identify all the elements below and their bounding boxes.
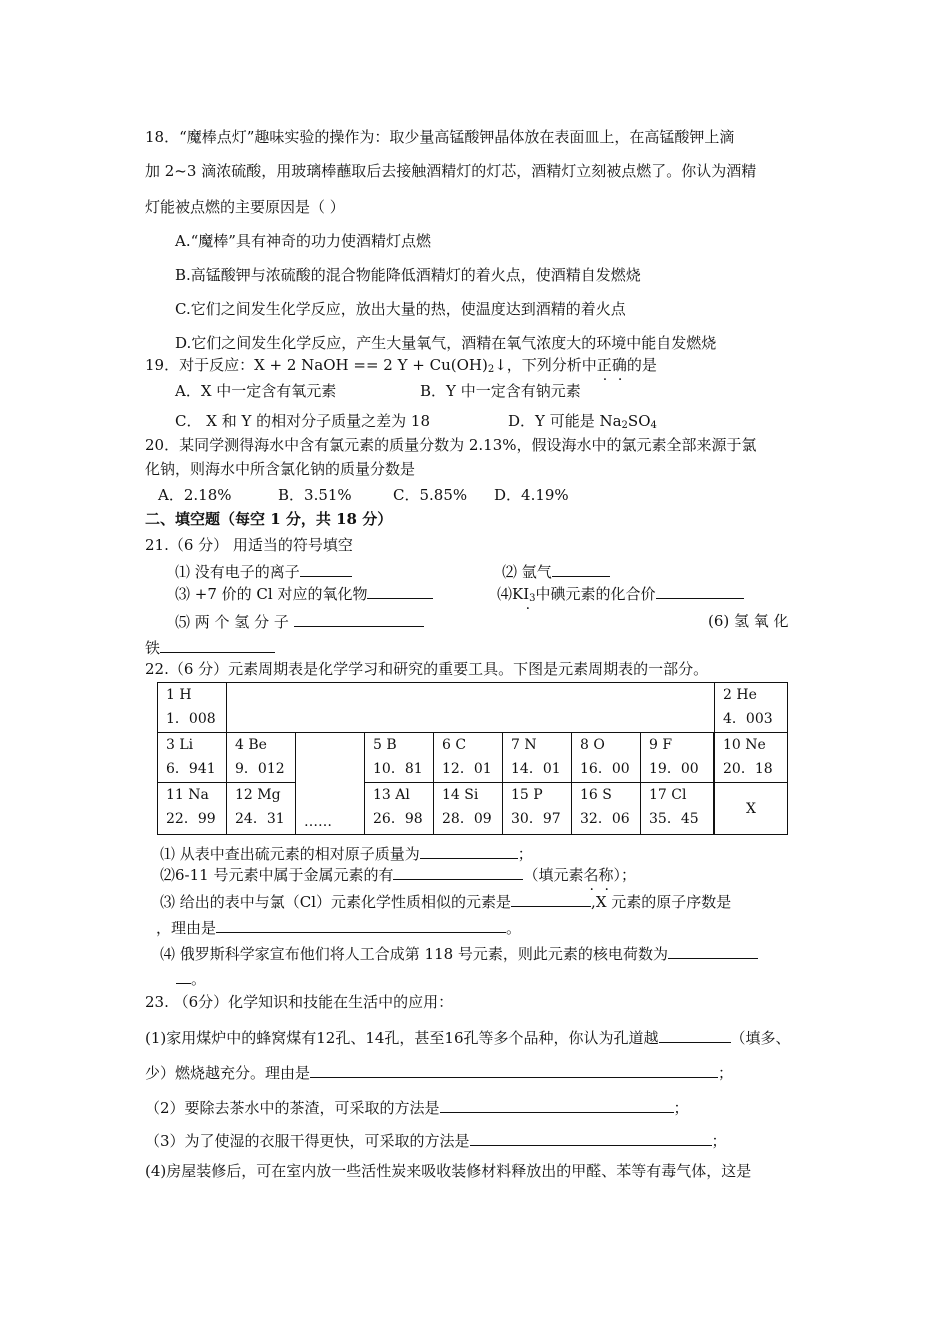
element-cell-h: 1 H 1．008 bbox=[158, 683, 227, 733]
answer-blank bbox=[367, 583, 433, 599]
emphasis-dot: 名 bbox=[583, 866, 599, 884]
q20-option-c: C．5.85% bbox=[393, 486, 468, 504]
q23-stem: 23. （6分）化学知识和技能在生活中的应用： bbox=[145, 993, 454, 1011]
element-cell-be: 4 Be 9．012 bbox=[227, 733, 296, 783]
q19-option-d: D．Y 可能是 $Na_2SO_4$ bbox=[508, 412, 657, 431]
element-cell-al: 13 Al 26．98 bbox=[365, 783, 434, 835]
q23-part-3: （3）为了使湿的衣服干得更快，可采取的方法是 ； bbox=[145, 1132, 727, 1150]
q18-option-a: A.“魔棒”具有神奇的功力使酒精灯点燃 bbox=[175, 232, 431, 250]
q21-item-5: ⑸ 两 个 氢 分 子 bbox=[175, 611, 424, 632]
q18-option-d: D.它们之间发生化学反应，产生大量氧气，酒精在氧气浓度大的环境中能自发燃烧 bbox=[175, 334, 717, 352]
element-cell-f: 9 F 19．00 bbox=[641, 733, 714, 783]
emphasis-dot: 正 bbox=[596, 356, 612, 374]
element-cell-si: 14 Si 28．09 bbox=[434, 783, 503, 835]
ellipsis-cell: …… bbox=[296, 733, 365, 835]
q22-part-3-continued: ，理由是 。 bbox=[156, 919, 522, 937]
q23-part-1: (1)家用煤炉中的蜂窝煤有12孔、14孔，甚至16孔等多个品种，你认为孔道越 （填多、 bbox=[145, 1029, 791, 1047]
element-cell-s: 16 S 32．06 bbox=[572, 783, 641, 835]
answer-blank bbox=[176, 968, 191, 984]
q18-option-c: C.它们之间发生化学反应，放出大量的热，使温度达到酒精的着火点 bbox=[175, 300, 626, 318]
answer-blank bbox=[668, 943, 758, 959]
answer-blank bbox=[300, 561, 352, 577]
q21-item-4: ⑷KI $._3$中碘元素的化合价 bbox=[497, 583, 744, 609]
q21-item-1: ⑴ 没有电子的离子 bbox=[175, 561, 352, 582]
q18-stem-line1: 18．“魔棒点灯”趣味实验的操作为：取少量高锰酸钾晶体放在表面皿上，在高锰酸钾上滴 bbox=[145, 128, 735, 146]
q21-stem: 21.（6 分） 用适当的符号填空 bbox=[145, 536, 353, 554]
answer-blank bbox=[160, 637, 275, 653]
q20-option-d: D．4.19% bbox=[494, 486, 569, 504]
emphasis-dot: 确 bbox=[611, 356, 627, 374]
element-cell-c: 6 C 12．01 bbox=[434, 733, 503, 783]
section-heading: 二、填空题（每空 1 分，共 18 分） bbox=[145, 510, 393, 528]
element-cell-x: X bbox=[715, 783, 788, 835]
answer-blank bbox=[216, 917, 506, 933]
element-cell-p: 15 P 30．97 bbox=[503, 783, 572, 835]
answer-blank bbox=[294, 611, 424, 627]
q23-part-4: (4)房屋装修后，可在室内放一些活性炭来吸收装修材料释放出的甲醛、苯等有毒气体，这是 bbox=[145, 1162, 752, 1180]
element-cell-li: 3 Li 6．941 bbox=[158, 733, 227, 783]
element-cell-b: 5 B 10．81 bbox=[365, 733, 434, 783]
q21-item-6: (6) 氢 氧 化 bbox=[708, 612, 789, 630]
q22-part-3: ⑶ 给出的表中与氯（Cl）元素化学性质相似的元素是 ,X 元素的原子序数是 bbox=[160, 893, 732, 911]
q21-item-2: ⑵ 氩气 bbox=[502, 561, 610, 582]
q18-stem-line2: 加 2~3 滴浓硫酸，用玻璃棒蘸取后去接触酒精灯的灯芯，酒精灯立刻被点燃了。你认为酒精 bbox=[145, 162, 757, 180]
emphasis-dot: 称 bbox=[598, 866, 614, 884]
answer-blank bbox=[552, 561, 610, 577]
q21-item-6-continued: 铁 bbox=[145, 637, 275, 658]
q22-stem: 22.（6 分）元素周期表是化学学习和研究的重要工具。下图是元素周期表的一部分。 bbox=[145, 660, 709, 678]
q23-part-1-continued: 少）燃烧越充分。理由是 ； bbox=[145, 1064, 734, 1082]
answer-blank bbox=[310, 1062, 718, 1078]
q20-stem-line1: 20．某同学测得海水中含有氯元素的质量分数为 2.13%，假设海水中的氯元素全部来源于氯 bbox=[145, 436, 757, 454]
answer-blank bbox=[511, 891, 591, 907]
element-cell-mg: 12 Mg 24．31 bbox=[227, 783, 296, 835]
answer-blank bbox=[659, 1027, 731, 1043]
q22-part-4: ⑷ 俄罗斯科学家宣布他们将人工合成第 118 号元素，则此元素的核电荷数为 bbox=[160, 943, 758, 964]
q19-option-c: C． X 和 Y 的相对分子质量之差为 18 bbox=[175, 412, 430, 430]
q19-option-a: A．X 中一定含有氧元素 bbox=[175, 382, 337, 400]
q22-part-2: ⑵6-11 号元素中属于金属元素的有 （填元素名称）； bbox=[160, 866, 637, 884]
q18-stem-line3: 灯能被点燃的主要原因是（ ） bbox=[145, 198, 345, 216]
element-cell-na: 11 Na 22．99 bbox=[158, 783, 227, 835]
q23-part-2: （2）要除去茶水中的茶渣，可采取的方法是 ； bbox=[145, 1099, 689, 1117]
element-cell-cl: 17 Cl 35．45 bbox=[641, 783, 714, 835]
element-cell-ne: 10 Ne 20．18 bbox=[715, 733, 788, 783]
answer-blank bbox=[420, 843, 518, 859]
periodic-table bbox=[157, 682, 788, 835]
answer-blank bbox=[656, 583, 744, 599]
q22-part-4-continued: 。 bbox=[176, 968, 206, 989]
emphasis-dot: I . bbox=[523, 585, 529, 603]
answer-blank bbox=[393, 864, 523, 880]
element-cell-o: 8 O 16．00 bbox=[572, 733, 641, 783]
q20-stem-line2: 化钠，则海水中所含氯化钠的质量分数是 bbox=[145, 460, 416, 478]
q20-option-b: B．3.51% bbox=[278, 486, 352, 504]
q19-option-b: B．Y 中一定含有钠元素 bbox=[420, 382, 581, 400]
answer-blank bbox=[470, 1130, 712, 1146]
q18-option-b: B.高锰酸钾与浓硫酸的混合物能降低酒精灯的着火点，使酒精自发燃烧 bbox=[175, 266, 641, 284]
answer-blank bbox=[440, 1097, 674, 1113]
empty-region bbox=[227, 683, 715, 733]
q22-part-1: ⑴ 从表中查出硫元素的相对原子质量为 ； bbox=[160, 845, 533, 863]
element-cell-he: 2 He 4．003 bbox=[715, 683, 788, 733]
q20-option-a: A．2.18% bbox=[158, 486, 232, 504]
q19-stem: 19．对于反应：X + 2 NaOH == 2 $Y + Cu(OH)_2↓$，下列分析中正确的是 bbox=[145, 356, 657, 375]
element-cell-n: 7 N 14．01 bbox=[503, 733, 572, 783]
q21-item-3: ⑶ +7 价的 Cl 对应的氧化物 bbox=[175, 583, 433, 604]
